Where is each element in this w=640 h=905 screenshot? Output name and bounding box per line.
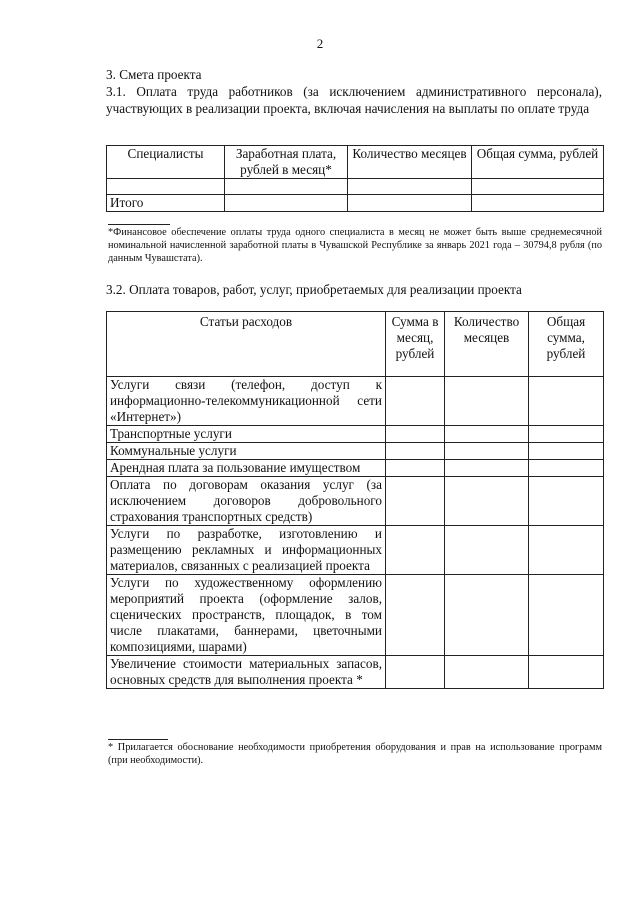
table-cell[interactable] — [529, 575, 604, 656]
header-months: Количество месяцев — [348, 146, 472, 179]
header-monthly-sum: Сумма в месяц, рублей — [386, 312, 445, 377]
expense-item: Арендная плата за пользование имуществом — [107, 460, 386, 477]
table-row — [107, 426, 604, 443]
table-cell[interactable] — [348, 195, 472, 212]
subsection-3-2-title: 3.2. Оплата товаров, работ, услуг, приобретаемых для реализации проекта — [106, 282, 522, 297]
table-cell[interactable] — [445, 426, 529, 443]
table-cell[interactable] — [107, 179, 225, 195]
table-row — [107, 656, 604, 689]
header-expense-items: Статьи расходов — [107, 312, 386, 377]
table-cell[interactable] — [386, 656, 445, 689]
table-row — [107, 526, 604, 575]
table-cell[interactable] — [529, 526, 604, 575]
table-row — [107, 575, 604, 656]
table-cell[interactable] — [225, 179, 348, 195]
table-cell[interactable] — [445, 656, 529, 689]
table-row — [107, 477, 604, 526]
expense-item: Оплата по договорам оказания услуг (за исключением договоров добровольного страхования транспортных средств) — [107, 477, 386, 526]
table-cell[interactable] — [225, 195, 348, 212]
table-cell[interactable] — [386, 526, 445, 575]
expenses-table — [106, 311, 604, 689]
table-cell[interactable] — [445, 575, 529, 656]
salary-table — [106, 145, 604, 212]
table-cell[interactable] — [386, 377, 445, 426]
table-cell[interactable] — [445, 526, 529, 575]
table-cell[interactable] — [529, 426, 604, 443]
footnote-rule — [108, 739, 168, 740]
table-cell[interactable] — [472, 179, 604, 195]
table-cell[interactable] — [445, 460, 529, 477]
table-cell[interactable] — [445, 477, 529, 526]
table-cell[interactable] — [386, 426, 445, 443]
subsection-3-1-title: 3.1. Оплата труда работников (за исключением административного персонала), участвующих в реализации проекта, включая начисления на выплаты по оплате труда — [106, 84, 602, 116]
table-cell[interactable] — [386, 477, 445, 526]
header-salary: Заработная плата, рублей в месяц* — [225, 146, 348, 179]
table-cell[interactable] — [472, 195, 604, 212]
footnote-salary: *Финансовое обеспечение оплаты труда одного специалиста в месяц не может быть выше среднемесячной номинальной начисленной заработной платы в Чувашской Республике за январь 2021 года – 30794,8 рубля (по данным Чувашстата). — [108, 227, 602, 264]
table-row — [107, 443, 604, 460]
table-cell[interactable] — [529, 377, 604, 426]
table-cell[interactable] — [529, 656, 604, 689]
table-cell[interactable] — [445, 377, 529, 426]
table-cell[interactable] — [529, 477, 604, 526]
table-row — [107, 179, 604, 195]
expense-item: Услуги по художественному оформлению мероприятий проекта (оформление залов, сценических пространств, площадок, в том числе плакатами, баннерами, цветочными композициями, шарами) — [107, 575, 386, 656]
header-months: Количество месяцев — [445, 312, 529, 377]
section-title: 3. Смета проекта — [106, 67, 202, 82]
footnote-equipment: * Прилагается обоснование необходимости приобретения оборудования и прав на использование программ (при необходимости). — [108, 742, 602, 766]
table-cell[interactable] — [348, 179, 472, 195]
table-cell[interactable] — [386, 443, 445, 460]
table-row-total — [107, 195, 604, 212]
expense-item: Услуги связи (телефон, доступ к информационно-телекоммуникационной сети «Интернет») — [107, 377, 386, 426]
table-cell[interactable] — [386, 575, 445, 656]
expense-item: Услуги по разработке, изготовлению и размещению рекламных и информационных материалов, связанных с реализацией проекта — [107, 526, 386, 575]
header-total-sum: Общая сумма, рублей — [529, 312, 604, 377]
table-cell[interactable] — [529, 443, 604, 460]
page-number: 2 — [316, 36, 324, 51]
header-total-sum: Общая сумма, рублей — [472, 146, 604, 179]
footnote-rule — [108, 224, 170, 225]
table-cell[interactable] — [386, 460, 445, 477]
table-row — [107, 460, 604, 477]
expense-item: Транспортные услуги — [107, 426, 386, 443]
table-cell[interactable] — [445, 443, 529, 460]
header-specialists: Специалисты — [107, 146, 225, 179]
expense-item: Коммунальные услуги — [107, 443, 386, 460]
table-cell[interactable] — [529, 460, 604, 477]
total-label: Итого — [107, 195, 225, 212]
table-row — [107, 377, 604, 426]
expense-item: Увеличение стоимости материальных запасов, основных средств для выполнения проекта * — [107, 656, 386, 689]
